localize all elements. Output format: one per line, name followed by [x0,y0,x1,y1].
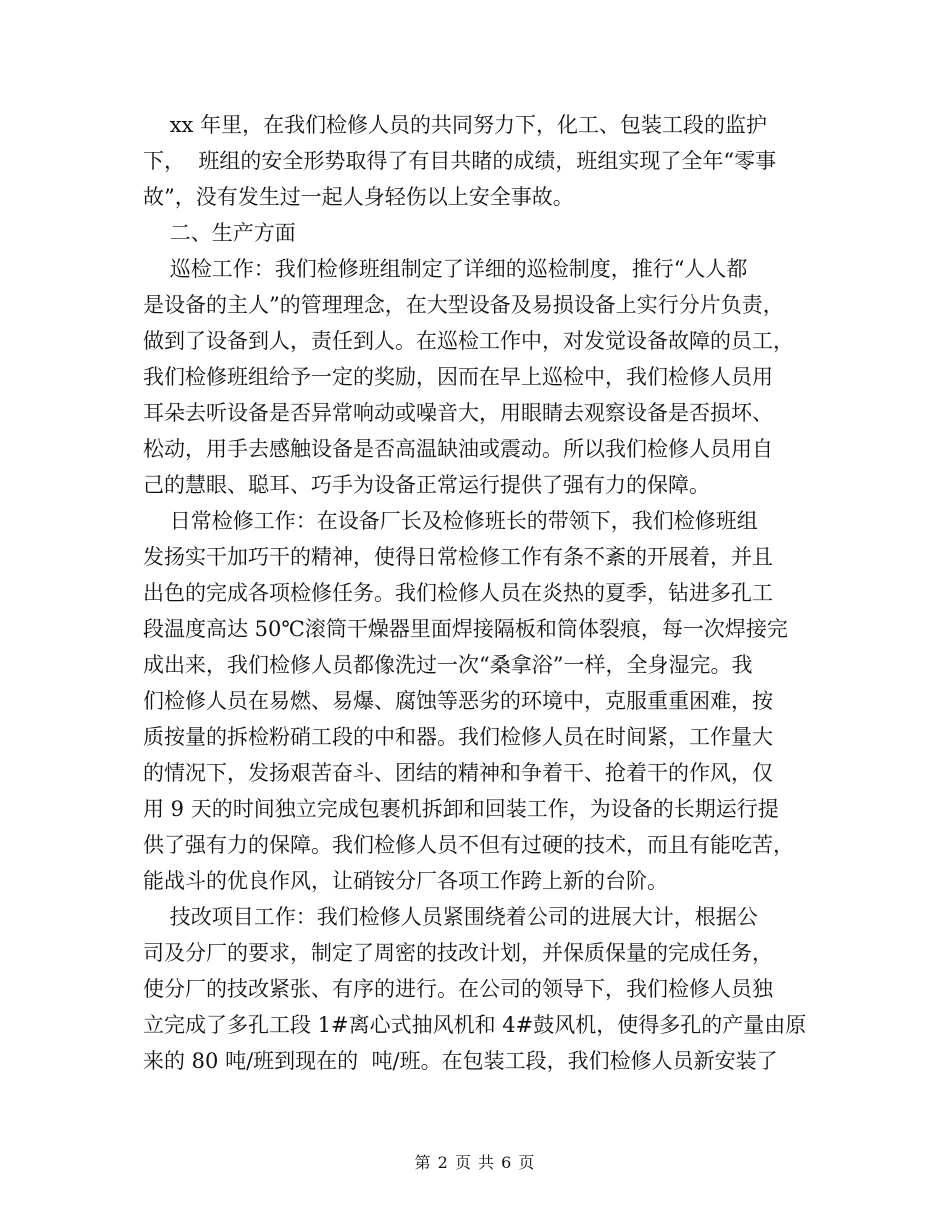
text-line: 立完成了多孔工段 1#离心式抽风机和 4#鼓风机，使得多孔的产量由原 [143,1013,807,1037]
text-line: 故”，没有发生过一起人身轻伤以上安全事故。 [143,185,574,209]
text-line: 使分厂的技改紧张、有序的进行。在公司的领导下，我们检修人员独 [143,977,773,1001]
page-footer: 第 2 页 共 6 页 [414,1153,536,1172]
text-line: 我们检修班组给予一定的奖励，因而在早上巡检中，我们检修人员用 [143,365,773,389]
text-line: 发扬实干加巧干的精神，使得日常检修工作有条不紊的开展着，并且 [143,545,773,569]
text-line: 巡检工作：我们检修班组制定了详细的巡检制度，推行“人人都 [143,257,748,281]
text-line: 司及分厂的要求，制定了周密的技改计划，并保质保量的完成任务， [143,941,773,965]
section-heading: 二、生产方面 [143,221,296,245]
text-line: 做到了设备到人，责任到人。在巡检工作中，对发觉设备故障的员工， [143,329,794,353]
text-line: 松动，用手去感触设备是否高温缺油或震动。所以我们检修人员用自 [143,437,773,461]
text-line: 己的慧眼、聪耳、巧手为设备正常运行提供了强有力的保障。 [143,473,710,497]
text-line: 技改项目工作：我们检修人员紧围绕着公司的进展大计，根据公 [143,905,758,929]
text-line: 的情况下，发扬艰苦奋斗、团结的精神和争着干、抢着干的作风，仅 [143,761,773,785]
text-line: xx 年里，在我们检修人员的共同努力下，化工、包装工段的监护 [143,113,768,137]
text-line: 供了强有力的保障。我们检修人员不但有过硬的技术，而且有能吃苦， [143,833,794,857]
text-line: 能战斗的优良作风，让硝铵分厂各项工作跨上新的台阶。 [143,869,668,893]
text-line: 用 9 天的时间独立完成包裹机拆卸和回装工作，为设备的长期运行提 [143,797,779,821]
text-line: 来的 80 吨/班到现在的 吨/班。在包装工段，我们检修人员新安装了 [143,1049,778,1073]
text-line: 日常检修工作：在设备厂长及检修班长的带领下，我们检修班组 [143,509,758,533]
text-line: 耳朵去听设备是否异常响动或噪音大，用眼睛去观察设备是否损坏、 [143,401,773,425]
text-line: 下， 班组的安全形势取得了有目共睹的成绩，班组实现了全年“零事 [143,149,777,173]
text-line: 是设备的主人”的管理理念，在大型设备及易损设备上实行分片负责， [143,293,784,317]
text-line: 们检修人员在易燃、易爆、腐蚀等恶劣的环境中，克服重重困难，按 [143,689,773,713]
text-line: 段温度高达 50℃滚筒干燥器里面焊接隔板和筒体裂痕，每一次焊接完 [143,617,788,641]
text-line: 成出来，我们检修人员都像洗过一次“桑拿浴”一样，全身湿完。我 [143,653,753,677]
text-line: 质按量的拆检粉硝工段的中和器。我们检修人员在时间紧，工作量大 [143,725,773,749]
text-line: 出色的完成各项检修任务。我们检修人员在炎热的夏季，钻进多孔工 [143,581,773,605]
